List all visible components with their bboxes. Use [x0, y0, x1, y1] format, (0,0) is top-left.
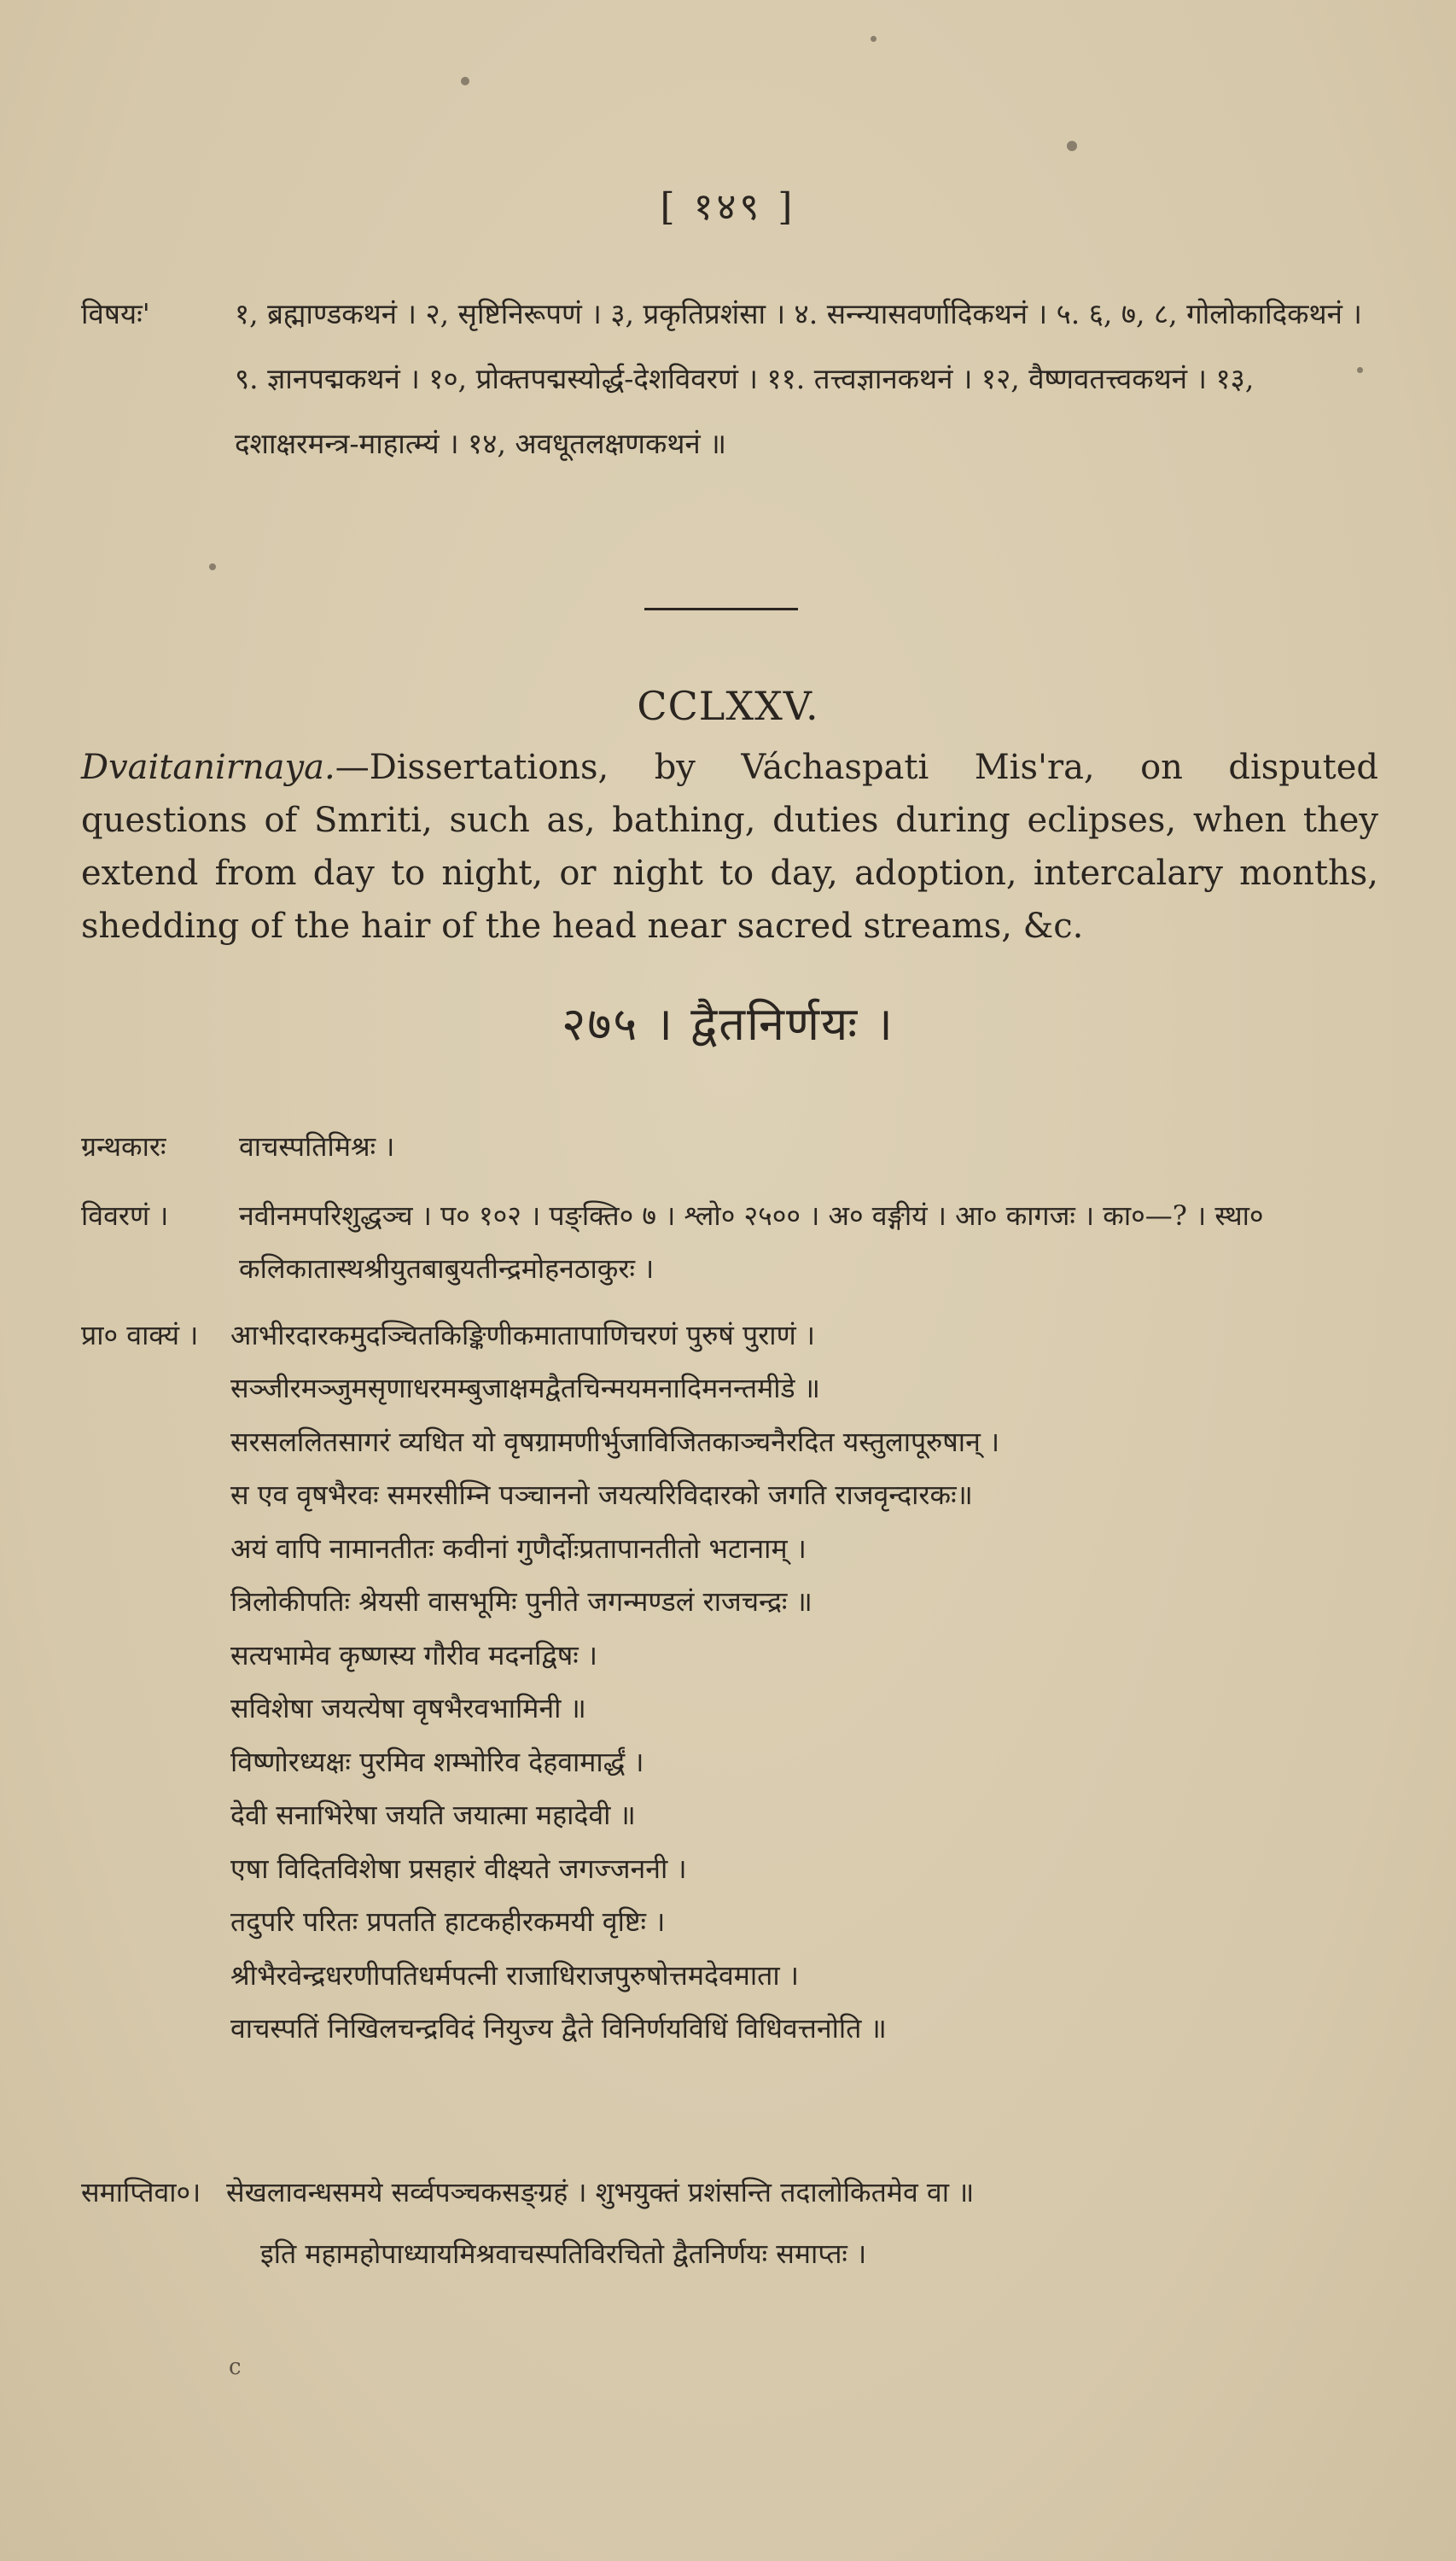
details-label: विवरणं ।: [81, 1199, 169, 1232]
paper-speck: [1067, 141, 1077, 151]
subjects-text: १, ब्रह्माण्डकथनं । २, सृष्टिनिरूपणं । ३, प्रकृतिप्रशंसा । ४. सन्न्यासवर्णादिकथनं । ५. ६, ७, ८, गोलोकादिकथनं । ९. ज्ञानपद्मकथनं । १०, प्रोक्तपद्मस्योर्द्ध-देशविवरणं । ११. तत्त्वज्ञानकथनं । १२, वैष्णवतत्त्वकथनं । १३, दशाक्षरमन्त्र-माहात्म्यं । १४, अवधूतलक्षणकथनं ॥: [235, 297, 1362, 460]
paper-speck: [1357, 367, 1363, 373]
signature-mark: c: [229, 2354, 242, 2380]
verse-line: देवी सनाभिरेषा जयति जयात्मा महादेवी ॥: [230, 1799, 636, 1831]
verse-line: सत्यभामेव कृष्णस्य गौरीव मदनद्विषः ।: [230, 1638, 598, 1671]
opening-entry: [81, 1309, 1395, 1362]
verse-line: स एव वृषभैरवः समरसीम्नि पञ्चाननो जयत्यरिविदारको जगति राजवृन्दारकः॥: [230, 1479, 973, 1511]
details-entry: [81, 1189, 1395, 1295]
verse-line: तदुपरि परितः प्रपतति हाटकहीरकमयी वृष्टिः ।: [230, 1905, 666, 1938]
opening-verses: [230, 1362, 1408, 2056]
closing-entry: [81, 2166, 1395, 2219]
verse-line: सरसललितसागरं व्यधित यो वृषग्रामणीर्भुजाविजितकाञ्चनैरदित यस्तुलापूरुषान् ।: [230, 1425, 1000, 1458]
closing-value: सेखलावन्धसमये सर्व्वपञ्चकसङ्ग्रहं । शुभयुक्तं प्रशंसन्ति तदालोकितमेव वा ॥: [226, 2176, 975, 2208]
author-label: ग्रन्थकारः: [81, 1130, 166, 1163]
author-value: वाचस्पतिमिश्रः ।: [239, 1130, 395, 1163]
verse-line: त्रिलोकीपतिः श्रेयसी वासभूमिः पुनीते जगन्मण्डलं राजचन्द्रः ॥: [230, 1585, 812, 1618]
subjects-section: [81, 282, 1378, 476]
opening-first-line: आभीरदारकमुदञ्चितकिङ्किणीकमातापाणिचरणं पुरुषं पुराणं ।: [230, 1319, 816, 1351]
paper-speck: [209, 563, 216, 570]
closing-label: समाप्तिवा०।: [81, 2176, 201, 2208]
opening-label: प्रा० वाक्यं ।: [81, 1319, 199, 1351]
author-entry: [81, 1120, 1395, 1173]
sanskrit-title: २७५ । द्वैतनिर्णयः ।: [562, 997, 894, 1051]
page-number: [ १४९ ]: [660, 185, 796, 229]
details-value: नवीनमपरिशुद्धञ्च । प० १०२ । पङ्क्ति० ७ । श्लो० २५०० । अ० वङ्गीयं । आ० कागजः । का०—? । स्था० कलिकातास्थश्रीयुतबाबुयतीन्द्रमोहनठाकुरः ।: [239, 1199, 1264, 1285]
section-divider: [644, 608, 798, 610]
paper-speck: [871, 36, 877, 42]
verse-line: सञ्जीरमञ्जुमसृणाधरमम्बुजाक्षमद्वैतचिन्मयमनादिमनन्तमीडे ॥: [230, 1372, 820, 1404]
description-text: —Dissertations, by Váchaspati Mis'ra, on disputed questions of Smriti, such as, bathing, duties during eclipses, when they extend from day to night, or night to day, adoption, intercalary months, shedding of the hair of the head near sacred streams, &c.: [81, 748, 1378, 946]
verse-line: श्रीभैरवेन्द्रधरणीपतिधर्मपत्नी राजाधिराजपुरुषोत्तमदेवमाता ।: [230, 1958, 800, 1992]
colophon: इति महामहोपाध्यायमिश्रवाचस्पतिविरचितो द्वैतनिर्णयः समाप्तः ।: [260, 2237, 867, 2270]
verse-line: विष्णोरध्यक्षः पुरमिव शम्भोरिव देहवामार्द्धं ।: [230, 1745, 644, 1778]
verse-line: अयं वापि नामानतीतः कवीनां गुणैर्दोःप्रतापानतीतो भटानाम् ।: [230, 1531, 807, 1565]
entry-number: CCLXXV.: [637, 683, 819, 729]
english-description: [81, 741, 1378, 953]
paper-speck: [461, 77, 469, 85]
verse-line: वाचस्पतिं निखिलचन्द्रविदं नियुज्य द्वैते विनिर्णयविधिं विधिवत्तनोति ॥: [230, 2012, 887, 2045]
verse-line: सविशेषा जयत्येषा वृषभैरवभामिनी ॥: [230, 1692, 586, 1724]
verse-line: एषा विदितविशेषा प्रसहारं वीक्ष्यते जगज्जननी ।: [230, 1852, 687, 1885]
work-title: Dvaitanirnaya.: [81, 748, 335, 787]
subjects-label: विषयः': [81, 297, 150, 330]
